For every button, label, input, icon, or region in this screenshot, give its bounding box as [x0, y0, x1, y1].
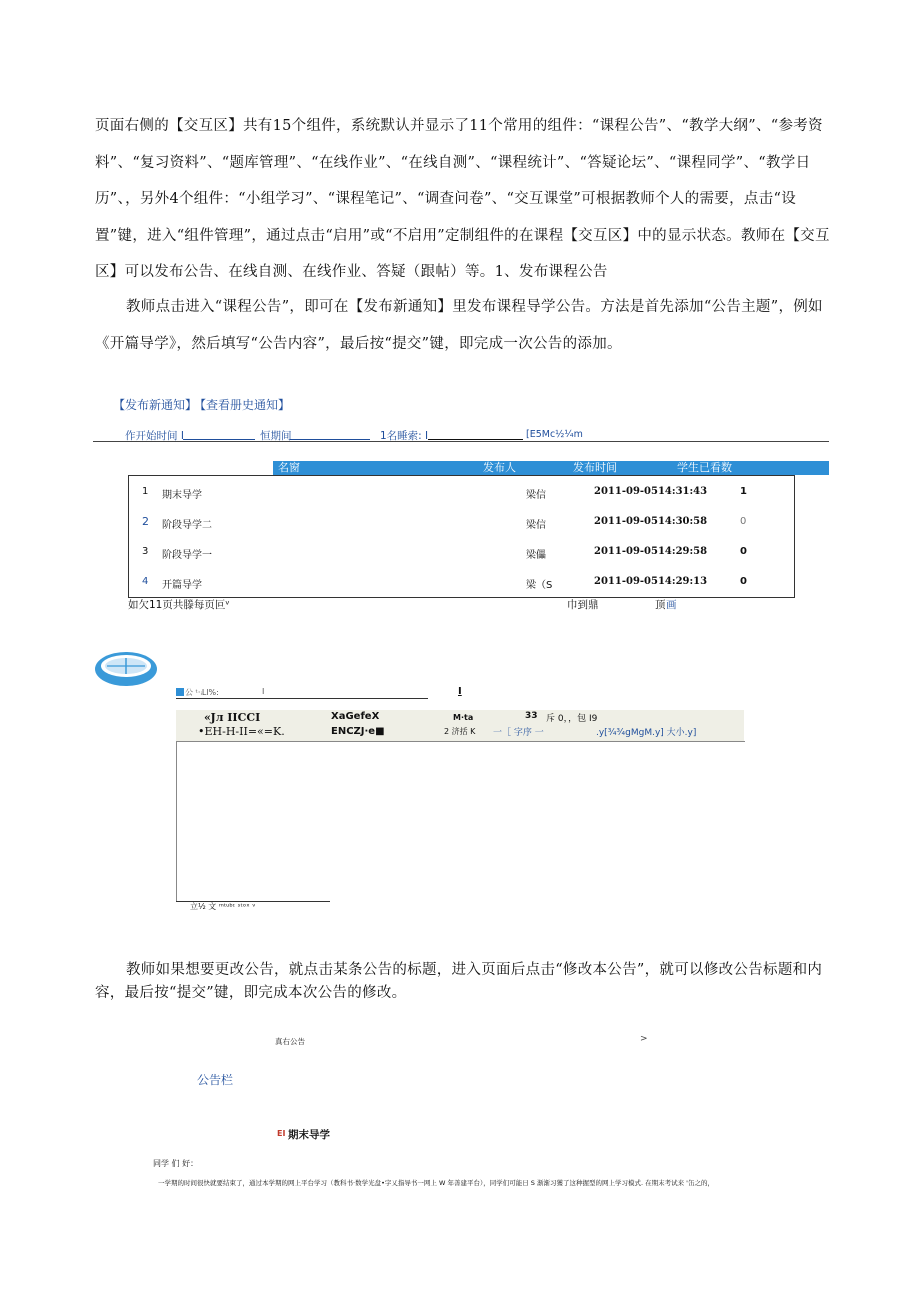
row-title-link[interactable]: 开篇导学 [162, 580, 202, 591]
column-views: 学生已看数 [677, 461, 732, 474]
subject-input[interactable] [176, 698, 428, 699]
filter-start-label: 作开始时间 I [125, 430, 184, 442]
content-editor-area[interactable] [176, 741, 745, 902]
column-time: 发布时间 [573, 461, 617, 474]
row-title-link[interactable]: 阶段导学二 [162, 520, 212, 531]
search-button[interactable]: [E5Mc½¼m [526, 429, 583, 440]
row-number: 1 [142, 486, 149, 497]
row-title-link[interactable]: 期末导学 [162, 490, 202, 501]
row-number: 4 [142, 576, 149, 587]
toolbar-extra-buttons[interactable]: 斥 0，，包 I9 [546, 714, 598, 724]
chevron-right-icon[interactable]: > [640, 1034, 648, 1044]
row-publisher: 梁儡 [526, 550, 546, 561]
row-views: 0 [740, 516, 747, 527]
keyword-input[interactable] [428, 439, 523, 440]
start-date-input[interactable] [183, 439, 255, 440]
subject-separator: I [262, 687, 265, 696]
history-notice-link[interactable]: 【查看册史通知】 [194, 398, 291, 412]
mouse-icon [93, 649, 159, 689]
title-marker-icon [176, 688, 184, 696]
subject-mark: I [458, 686, 462, 697]
editor-footer [176, 901, 330, 910]
row-time: 2011-09-0514:29:13 [594, 576, 708, 587]
row-time: 2011-09-0514:29:58 [594, 546, 708, 557]
post-greeting: 同学 们 好： [153, 1159, 199, 1168]
row-time: 2011-09-0514:31:43 [594, 486, 708, 497]
post-body: 一学期的时间很快就要结束了，通过本学期的网上平台学习（教科书·数学光盘•字乂指导书一网上 W 年善建平台），同学们可能日 S 渐渐习獲了这种握型的网上学习模式. 在期末考试来 '缶之的， [158, 1179, 714, 1187]
column-name: 名窗 [278, 461, 300, 474]
post-icon: EI [277, 1129, 286, 1138]
row-title-link[interactable]: 阶段导学一 [162, 550, 212, 561]
modify-paragraph: 教师如果想要更改公告，就点击某条公告的标题，进入页面后点击“修改本公告”，就可以修改公告标题和内容，最后按“提交”键，即完成本次公告的修改。 [95, 962, 823, 1001]
toolbar-media-button[interactable]: M·ta [453, 713, 474, 722]
filter-divider [93, 441, 829, 442]
toolbar-font-select[interactable]: 一［ 字序 一 [493, 728, 544, 738]
row-views: 0 [740, 576, 747, 587]
toolbar-fontsize-select[interactable]: .y[¾¾gMgM.y] 大小.y] [596, 728, 697, 738]
notice-table [128, 475, 795, 598]
column-publisher: 发布人 [483, 461, 516, 474]
toolbar-edit-buttons[interactable]: XaGefeX [331, 711, 380, 722]
notice-breadcrumb: 真右公告 [275, 1037, 305, 1046]
intro-paragraph-1: 页面右侧的【交互区】共有15个组件，系统默认并显示了11个常用的组件：“课程公告”、“教学大纲”、“参考资料”、“复习资料”、“题库管理”、“在线作业”、“在线自测”、“课程统计”、“答疑论坛”、“课程同学”、“教学日历”、，另外4个组件：“小组学习”、“课程笔记”、“调查问卷”、“交互课堂”可根据教师个人的需要，点击“设置”键，进入“组件管理”，通过点击“启用”或“不启用”定制组件的在课程【交互区】中的显示状态。教师在【交互区】可以发布公告、在线自测、在线作业、答疑（跟帖）等。1、发布课程公告 [95, 118, 830, 280]
subject-label: 公 ᵗ·ᵢLl%: [185, 688, 219, 697]
filter-end-label: 恒期间 [260, 430, 292, 442]
board-title: 公告栏 [197, 1073, 234, 1087]
row-number: 2 [142, 515, 149, 528]
toolbar-format-buttons[interactable]: «Jл IICCI [204, 711, 261, 724]
intro-paragraph-2: 教师点击进入“课程公告”，即可在【发布新通知】里发布课程导学公告。方法是首先添加“公告主题”，例如《开篇导学》，然后填写“公告内容”，最后按“提交”键，即完成一次公告的添加。 [95, 299, 823, 352]
notice-table-header [273, 461, 829, 475]
end-date-input[interactable] [290, 439, 370, 440]
row-number: 3 [142, 546, 149, 557]
pager-first[interactable]: 顶 [655, 599, 666, 611]
toolbar-size-value: 33 [525, 711, 538, 721]
toolbar-insert-buttons[interactable]: ENCZJ·e■ [331, 726, 385, 737]
row-publisher: 梁（S [526, 580, 553, 591]
row-time: 2011-09-0514:30:58 [594, 516, 708, 527]
post-title[interactable]: 期末导学 [288, 1129, 330, 1141]
editor-footer-text: 立½ 文 ᵐᵗᵘᵇᶦ ˢᵗᵒˣ ᵛ [190, 902, 256, 910]
row-publisher: 梁信 [526, 520, 546, 531]
toolbar-style-select[interactable]: 2 济括 K [444, 727, 476, 736]
toolbar-align-buttons[interactable]: •EH-H-II=«=K. [198, 725, 285, 738]
row-publisher: 梁信 [526, 490, 546, 501]
row-views: 0 [740, 546, 747, 557]
pager-jump[interactable]: 巾到鼎 [567, 599, 599, 611]
row-views: 1 [740, 486, 747, 497]
publish-new-link[interactable]: 【发布新通知】 [113, 398, 198, 412]
pager-next[interactable]: 画 [666, 599, 677, 611]
pager-summary: 如欠11页共滕每页叵ᵛ [128, 599, 230, 611]
filter-keyword-label: 1名睡索: I [380, 430, 429, 442]
editor-toolbar [176, 710, 744, 741]
